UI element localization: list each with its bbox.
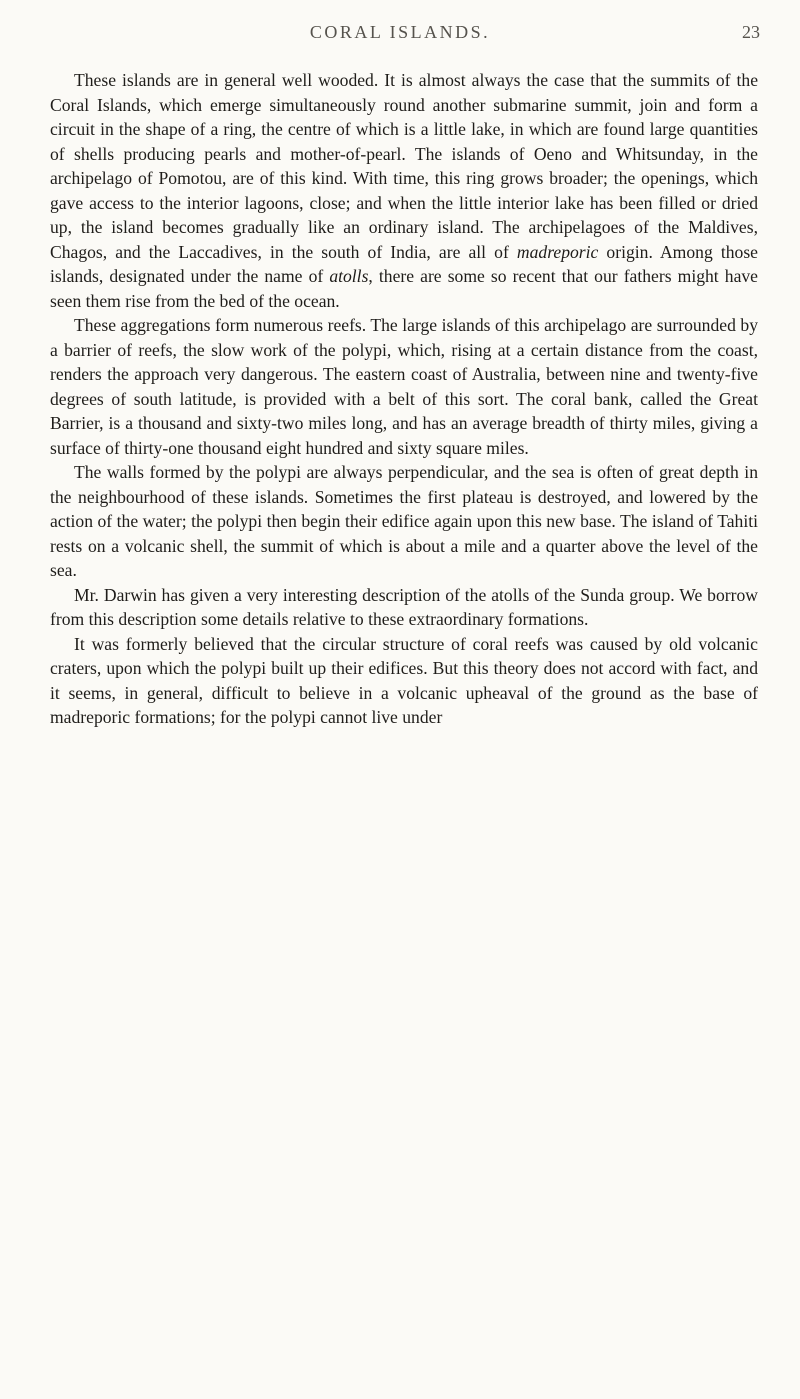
paragraph-1-text-c: , there are some so recent that our fathers might have seen them rise from the bed of the ocean. — [50, 266, 758, 311]
running-title: CORAL ISLANDS. — [309, 22, 491, 42]
paragraph-2: These aggregations form numerous reefs. The large islands of this archipelago are surrounded by a barrier of reefs, the slow work of the polypi, which, rising at a certain distance from the coast, renders the approach very dangerous. The eastern coast of Australia, between nine and twenty-five degrees of south latitude, is provided with a belt of this sort. The coral bank, called the Great Barrier, is a thousand and sixty-two miles long, and has an average breadth of thirty miles, giving a surface of thirty-one thousand eight hundred and sixty square miles. — [50, 315, 758, 458]
body-text — [50, 68, 758, 730]
page-number: 23 — [742, 22, 760, 42]
italic-term-atolls: atolls — [329, 266, 369, 286]
paragraph-1 — [50, 68, 758, 313]
running-head — [40, 22, 760, 46]
paragraph-3: The walls formed by the polypi are always perpendicular, and the sea is often of great depth in the neighbourhood of these islands. Sometimes the first plateau is destroyed, and lowered by the action of the water; the polypi then begin their edifice again upon this new base. The island of Tahiti rests on a volcanic shell, the summit of which is about a mile and a quarter above the level of the sea. — [50, 462, 758, 580]
paragraph-5: It was formerly believed that the circular structure of coral reefs was caused by old volcanic craters, upon which the polypi built up their edifices. But this theory does not accord with fact, and it seems, in general, difficult to believe in a volcanic upheaval of the ground as the base of madreporic formations; for the polypi cannot live under — [50, 633, 758, 727]
paragraph-1-text-b: origin. Among those islands, designated under the name of — [50, 241, 758, 286]
paragraph-1-text-a: These islands are in general well wooded. It is almost always the case that the summits of the Coral Islands, which emerge simultaneously round another submarine summit, join and form a circuit in the shape of a ring, the centre of which is a little lake, in which are found large quantities of shells producing pearls and mother-of-pearl. The islands of Oeno and Whitsunday, in the archipelago of Pomotou, are of this kind. With time, this ring grows broader; the openings, which gave access to the interior lagoons, close; and when the little interior lake has been filled or dried up, the island becomes gradually like an ordinary island. The archipelagoes of the Maldives, Chagos, and the Laccadives, in the south of India, are all of — [50, 70, 758, 262]
paragraph-4: Mr. Darwin has given a very interesting description of the atolls of the Sunda group. We borrow from this description some details relative to these extraordinary formations. — [50, 584, 758, 629]
italic-term-madreporic: madreporic — [516, 241, 599, 262]
